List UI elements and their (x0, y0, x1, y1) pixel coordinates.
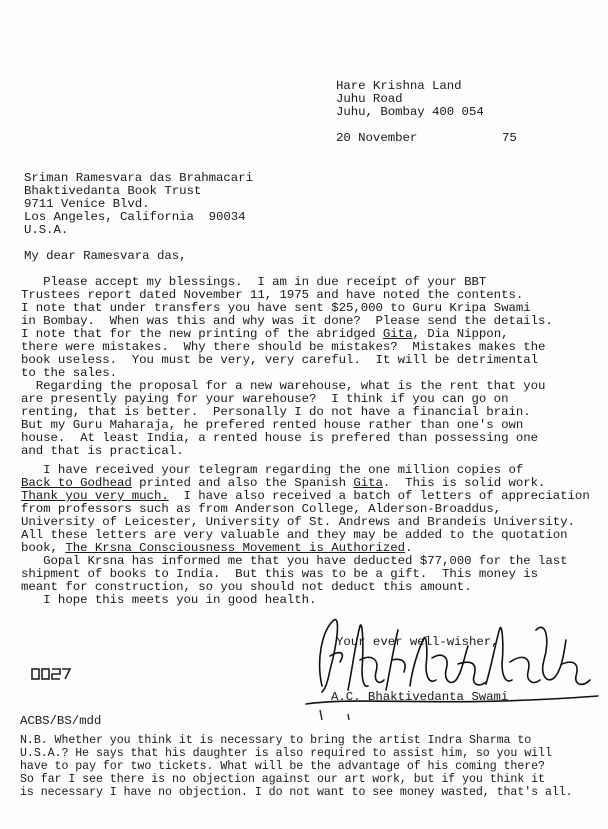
body-text: printed and also the Spanish (131, 476, 354, 490)
body-text: book, (21, 541, 66, 555)
sender-address-line2: Juhu Road (336, 92, 403, 106)
body-text: I have also received a batch of letters of appreciation (168, 489, 590, 503)
book-title-krsna-consciousness: The Krsna Consciousness Movement is Authorized (65, 541, 406, 555)
body-line: Please accept my blessings. I am in due receipt of your BBT (21, 275, 487, 289)
body-line: University of Leicester, University of St. Andrews and Brandeis University. (21, 515, 575, 529)
body-line: Regarding the proposal for a new warehouse, what is the rent that you (21, 379, 546, 393)
body-line: All these letters are very valuable and they may be added to the quotation (21, 528, 568, 542)
body-line: But my Guru Maharaja, he prefered rented house rather than one's own (21, 418, 524, 432)
closing: Your ever well-wisher, (336, 635, 499, 649)
handwritten-signature (300, 600, 600, 720)
postscript-line: So far I see there is no objection against our art work, but if you think it (20, 773, 545, 786)
body-text: I note that for the new printing of the abridged (21, 327, 383, 341)
sender-address-line1: Hare Krishna Land (336, 79, 462, 93)
book-title-gita: Gita (382, 327, 413, 341)
body-line: Trustees report dated November 11, 1975 and have noted the contents. (21, 288, 524, 302)
body-text: . This is solid work. (382, 476, 546, 490)
body-line: Gopal Krsna has informed me that you have deducted $77,000 for the last (21, 554, 568, 568)
postscript-line: is necessary I have no objection. I do not want to see money wasted, that's all. (20, 786, 573, 799)
body-text: , Dia Nippon, (412, 327, 509, 341)
body-line: renting, that is better. Personally I do not have a financial brain. (21, 405, 531, 419)
recipient-line5: U.S.A. (24, 223, 69, 237)
letter-date: 20 November (336, 131, 418, 145)
letter-year: 75 (502, 131, 517, 145)
book-title-back-to-godhead: Back to Godhead (21, 476, 132, 490)
recipient-line2: Bhaktivedanta Book Trust (24, 184, 202, 198)
body-line: are presently paying for your warehouse? I think if you can go on (21, 392, 509, 406)
recipient-line3: 9711 Venice Blvd. (24, 197, 150, 211)
sender-address-line3: Juhu, Bombay 400 054 (336, 105, 484, 119)
body-line: house. At least India, a rented house is prefered than possessing one (21, 431, 538, 445)
decorative-ticks (316, 708, 356, 724)
recipient-line1: Sriman Ramesvara das Brahmacari (24, 171, 253, 185)
typist-initials: ACBS/BS/mdd (20, 714, 102, 728)
body-text: . (405, 541, 413, 555)
body-line: there were mistakes. Why there should be mistakes? Mistakes makes the (21, 340, 546, 354)
postscript-line: have to pay for two tickets. What will be the advantage of his coming there? (20, 760, 545, 773)
body-line: I have received your telegram regarding the one million copies of (21, 463, 524, 477)
salutation: My dear Ramesvara das, (24, 249, 187, 263)
postscript-line: U.S.A.? He says that his daughter is also required to assist him, so you will (20, 747, 552, 760)
body-line: in Bombay. When was this and why was it done? Please send the details. (21, 314, 553, 328)
body-line: I note that under transfers you have sent $25,000 to Guru Kripa Swami (21, 301, 531, 315)
stamp-mark (30, 666, 72, 682)
body-line: book useless. You must be very, very careful. It will be detrimental (21, 353, 538, 367)
signature-name: A.C. Bhaktivedanta Swami (331, 690, 509, 704)
body-line: from professors such as from Anderson College, Alderson-Broaddus, (21, 502, 502, 516)
body-line: to the sales. (21, 366, 118, 380)
body-line: I hope this meets you in good health. (21, 593, 317, 607)
body-line: and that is practical. (21, 444, 184, 458)
book-title-gita: Gita (353, 476, 383, 490)
body-text-underlined: Thank you very much. (21, 489, 169, 503)
recipient-line4: Los Angeles, California 90034 (24, 210, 246, 224)
body-line: meant for construction, so you should not deduct this amount. (21, 580, 472, 594)
postscript-line: N.B. Whether you think it is necessary to bring the artist Indra Sharma to (20, 734, 532, 747)
body-line: shipment of books to India. But this was to be a gift. This money is (21, 567, 538, 581)
